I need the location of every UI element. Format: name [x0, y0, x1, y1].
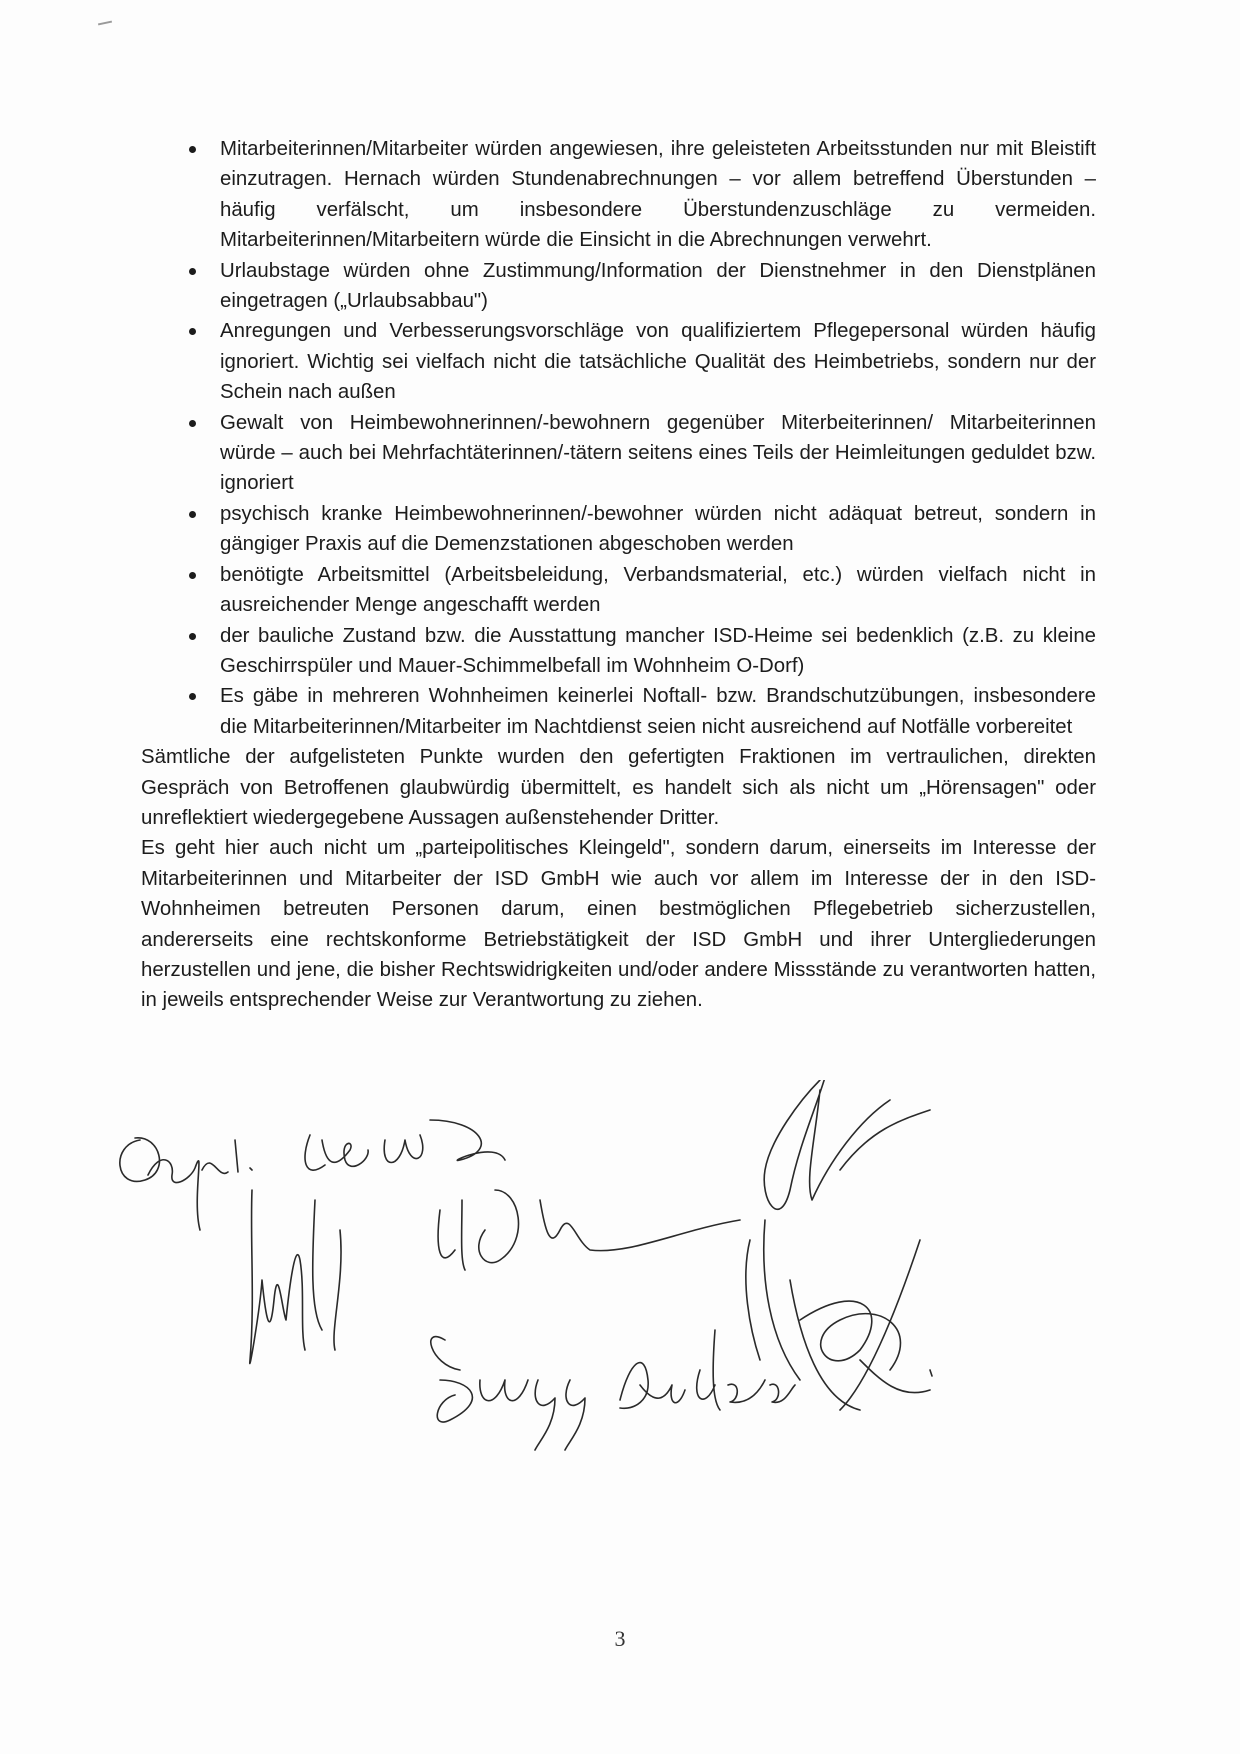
- signature-block: [100, 1080, 1080, 1600]
- document-body: [141, 134, 1096, 1016]
- signature-1: [120, 1138, 252, 1230]
- list-item: Es gäbe in mehreren Wohnheimen keinerlei Noftall- bzw. Brandschutzübungen, insbesondere die Mitarbeiterinnen/Mitarbeiter im Nachtdienst seien nicht ausreichend auf Notfälle vorbereitet: [141, 681, 1096, 742]
- signature-3: [764, 1080, 930, 1410]
- scan-mark: [98, 21, 112, 26]
- closing-paragraph-1: Sämtliche der aufgelisteten Punkte wurden den gefertigten Fraktionen im vertraulichen, direkten Gespräch von Betroffenen glaubwürdig übermittelt, es handelt sich als nicht um „Hörensagen" oder unreflektiert wiedergegebene Aussagen außenstehender Dritter.: [141, 746, 1096, 829]
- list-item: der bauliche Zustand bzw. die Ausstattung mancher ISD-Heime sei bedenklich (z.B. zu kleine Geschirrspüler und Mauer-Schimmelbefall im Wohnheim O-Dorf): [141, 621, 1096, 682]
- list-item: Urlaubstage würden ohne Zustimmung/Information der Dienstnehmer in den Dienstplänen eingetragen („Urlaubsabbau"): [141, 256, 1096, 317]
- complaint-list: [141, 134, 1096, 742]
- signature-4: [250, 1190, 341, 1364]
- list-item: Mitarbeiterinnen/Mitarbeiter würden angewiesen, ihre geleisteten Arbeitsstunden nur mit Bleistift einzutragen. Hernach würden Stundenabrechnungen – vor allem betreffend Überstunden – häufig verfälscht, um insbesondere Überstundenzuschläge zu vermeiden. Mitarbeiterinnen/Mitarbeitern würde die Einsicht in die Abrechnungen verwehrt.: [141, 134, 1096, 256]
- signature-5: [438, 1190, 740, 1270]
- list-item: Gewalt von Heimbewohnerinnen/-bewohnern gegenüber Miterbeiterinnen/ Mitarbeiterinnen würde – auch bei Mehrfachtäterinnen/-tätern seitens eines Teils der Heimleitungen geduldet bzw. ignoriert: [141, 408, 1096, 499]
- signature-6: [431, 1330, 795, 1450]
- list-item: psychisch kranke Heimbewohnerinnen/-bewohner würden nicht adäquat betreut, sondern in gängiger Praxis auf die Demenzstationen abgeschoben werden: [141, 499, 1096, 560]
- signature-2: [305, 1120, 505, 1170]
- handwritten-signatures: [100, 1080, 1080, 1600]
- list-item: Anregungen und Verbesserungsvorschläge von qualifiziertem Pflegepersonal würden häufig ignoriert. Wichtig sei vielfach nicht die tatsächliche Qualität des Heimbetriebs, sondern nur der Schein nach außen: [141, 316, 1096, 407]
- list-item: benötigte Arbeitsmittel (Arbeitsbeleidung, Verbandsmaterial, etc.) würden vielfach nicht in ausreichender Menge angeschafft werden: [141, 560, 1096, 621]
- page-number: 3: [614, 1626, 626, 1651]
- closing-paragraph-2: Es geht hier auch nicht um „parteipolitisches Kleingeld", sondern darum, einerseits im Interesse der Mitarbeiterinnen und Mitarbeiter der ISD GmbH wie auch vor allem im Interesse der in den ISD-Wohnheimen betreuten Personen darum, einen bestmöglichen Pflegebetrieb sicherzustellen, andererseits eine rechtskonforme Betriebstätigkeit der ISD GmbH und ihrer Untergliederungen herzustellen und jene, die bisher Rechtswidrigkeiten und/oder andere Missstände zu verantworten hatten, in jeweils entsprechender Weise zur Verantwortung zu ziehen.: [141, 837, 1096, 1012]
